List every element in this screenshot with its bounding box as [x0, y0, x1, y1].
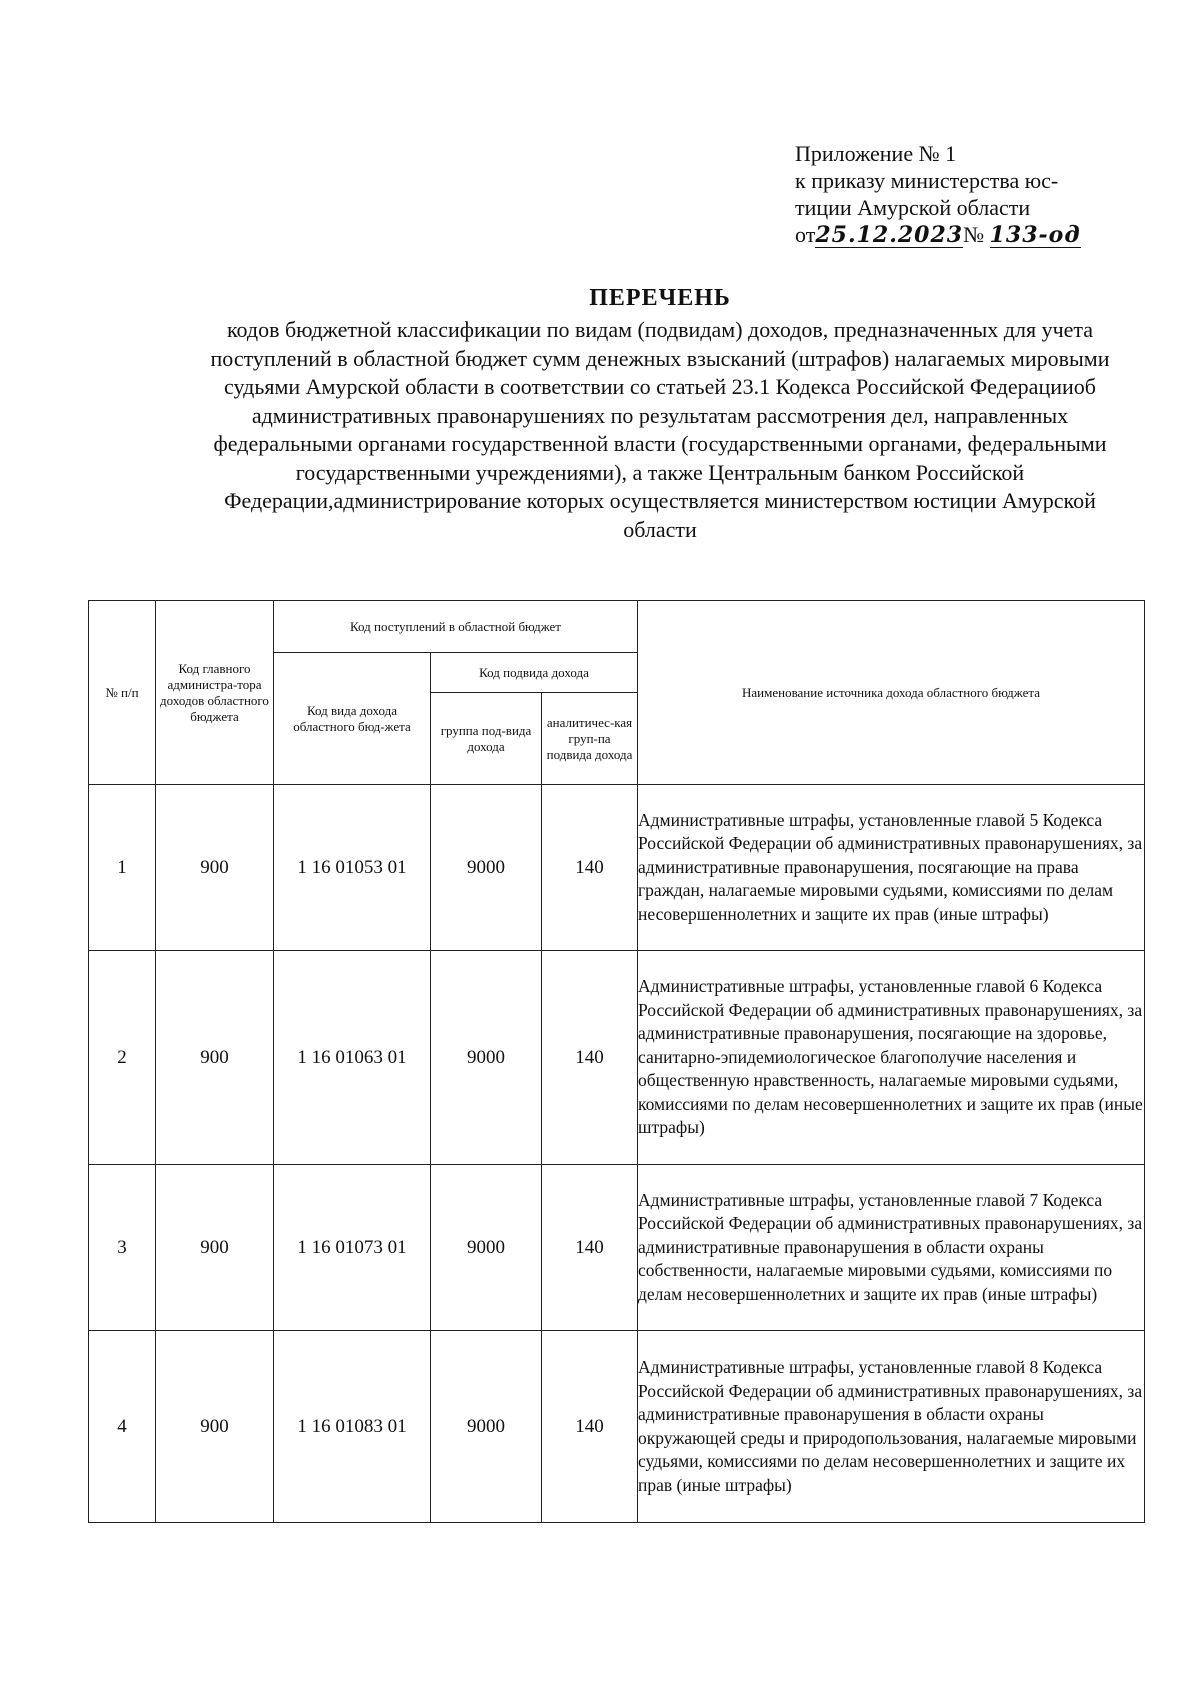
cell-analytic-group: 140 — [542, 1331, 638, 1523]
cell-admin-code: 900 — [156, 1331, 274, 1523]
cell-admin-code: 900 — [156, 785, 274, 951]
table-row — [89, 951, 1145, 1165]
header-admin-code: Код главного администра-тора доходов областного бюджета — [156, 601, 274, 785]
cell-source-name: Административные штрафы, установленные главой 5 Кодекса Российской Федерации об административных правонарушениях, за административные правонарушения, посягающие на права граждан, налагаемые мировыми судьями, комиссиями по делам несовершеннолетних и защите их прав (иные штрафы) — [638, 785, 1145, 951]
cell-num: 4 — [89, 1331, 156, 1523]
header-source-name: Наименование источника дохода областного бюджета — [638, 601, 1145, 785]
header-income-subtype-code: Код подвида дохода — [431, 653, 638, 693]
document-title: ПЕРЕЧЕНЬ — [589, 285, 731, 311]
cell-income-code: 1 16 01073 01 — [274, 1165, 431, 1331]
table-row — [89, 1331, 1145, 1523]
table-row — [89, 785, 1145, 951]
cell-source-name: Административные штрафы, установленные главой 8 Кодекса Российской Федерации об административных правонарушениях, за административные правонарушения в области охраны окружающей среды и природопользования, налагаемые мировыми судьями, комиссиями по делам несовершеннолетних и защите их прав (иные штрафы) — [638, 1331, 1145, 1523]
date-prefix: от — [795, 222, 816, 247]
cell-income-code: 1 16 01063 01 — [274, 951, 431, 1165]
header-receipts-code: Код поступлений в областной бюджет — [274, 601, 638, 653]
cell-num: 3 — [89, 1165, 156, 1331]
appendix-title: Приложение № 1 — [795, 141, 957, 166]
cell-admin-code: 900 — [156, 1165, 274, 1331]
cell-source-name: Административные штрафы, установленные главой 7 Кодекса Российской Федерации об административных правонарушениях, за административные правонарушения в области охраны собственности, налагаемые мировыми судьями, комиссиями по делам несовершеннолетних и защите их прав (иные штрафы) — [638, 1165, 1145, 1331]
cell-admin-code: 900 — [156, 951, 274, 1165]
income-codes-table — [88, 600, 1145, 1523]
number-prefix: № — [963, 222, 985, 247]
cell-source-name: Административные штрафы, установленные главой 6 Кодекса Российской Федерации об административных правонарушениях, за административные правонарушения, посягающие на здоровье, санитарно-эпидемиологическое благополучие населения и общественную нравственность, налагаемые мировыми судьями, комиссиями по делам несовершеннолетних и защите их прав (иные штрафы) — [638, 951, 1145, 1165]
cell-subtype-group: 9000 — [431, 951, 542, 1165]
cell-income-code: 1 16 01053 01 — [274, 785, 431, 951]
cell-income-code: 1 16 01083 01 — [274, 1331, 431, 1523]
cell-subtype-group: 9000 — [431, 1331, 542, 1523]
appendix-block — [795, 140, 1125, 248]
order-date: 25.12.2023 — [815, 222, 964, 248]
order-number: 133-од — [989, 222, 1081, 248]
header-num: № п/п — [89, 601, 156, 785]
table-header-row — [89, 601, 1145, 653]
header-analytic-group: аналитичес-кая груп-па подвида дохода — [542, 693, 638, 785]
cell-subtype-group: 9000 — [431, 1165, 542, 1331]
appendix-ministry-line: тиции Амурской области — [795, 195, 1031, 220]
table-row — [89, 1165, 1145, 1331]
cell-analytic-group: 140 — [542, 1165, 638, 1331]
cell-analytic-group: 140 — [542, 785, 638, 951]
cell-num: 1 — [89, 785, 156, 951]
header-income-type-code: Код вида дохода областного бюд-жета — [274, 653, 431, 785]
cell-num: 2 — [89, 951, 156, 1165]
header-subtype-group: группа под-вида дохода — [431, 693, 542, 785]
document-subtitle: кодов бюджетной классификации по видам (подвидам) доходов, предназначенных для учета поступлений в областной бюджет сумм денежных взысканий (штрафов) налагаемых мировыми судьями Амурской области в соответствии со статьей 23.1 Кодекса Российской Федерацииоб административных правонарушениях по результатам рассмотрения дел, направленных федеральными органами государственной власти (государственными органами, федеральными государственными учреждениями), а также Центральным банком Российской Федерации,администрирование которых осуществляется министерством юстиции Амурской области — [210, 317, 1110, 542]
cell-subtype-group: 9000 — [431, 785, 542, 951]
appendix-date-number-line — [795, 221, 1125, 248]
appendix-order-line: к приказу министерства юс- — [795, 168, 1059, 193]
cell-analytic-group: 140 — [542, 951, 638, 1165]
